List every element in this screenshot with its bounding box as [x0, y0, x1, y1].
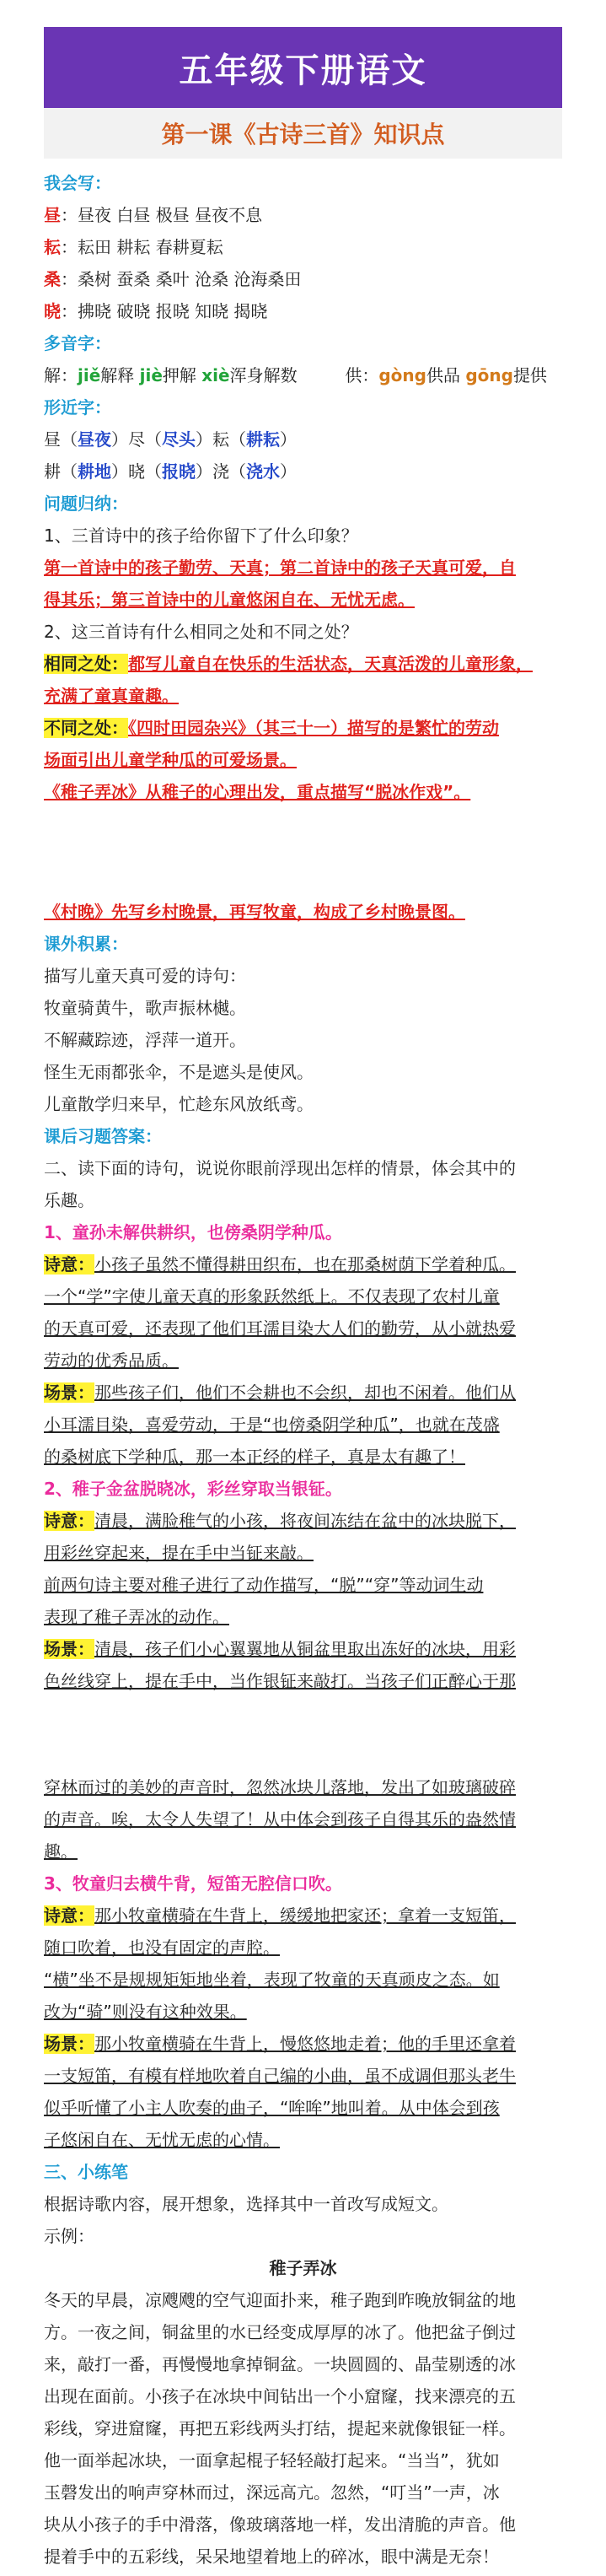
answer-same [44, 648, 562, 680]
text: 那小牧童横骑在牛背上，慢悠悠地走着；他的手里还拿着 [94, 2034, 516, 2054]
text: 的天真可爱，还表现了他们耳濡目染大人们的勤劳，从小就热爱 [44, 1318, 516, 1339]
similar-word: 尽头 [162, 429, 196, 450]
section-heading-write: 我会写： [44, 173, 111, 193]
section-heading-practice: 三、小练笔 [44, 2162, 128, 2182]
text: 清晨，孩子们小心翼翼地从铜盆里取出冻好的冰块，用彩 [94, 1639, 516, 1659]
poly-word: 押解 [162, 365, 202, 385]
text: 清晨，满脸稚气的小孩，将夜间冻结在盆中的冰块脱下， [94, 1511, 516, 1531]
text: 那些孩子们，他们不会耕也不会织，却也不闲着。他们从 [94, 1382, 516, 1403]
essay-line: 方。一夜之间，铜盆里的水已经变成厚厚的冰了。他把盆子倒过 [44, 2322, 516, 2342]
similar-word: 昼夜 [78, 429, 111, 450]
text: 根据诗歌内容，展开想象，选择其中一首改写成短文。 [44, 2194, 448, 2214]
pinyin: xiè [201, 365, 230, 385]
poem-line-1: 1、童孙未解供耕织，也傍桑阴学种瓜。 [44, 1222, 342, 1242]
similar-row [44, 455, 562, 488]
answer-diff [44, 712, 562, 744]
text: 的桑树底下学种瓜，那一本正经的样子，真是太有趣了！ [44, 1447, 465, 1467]
essay-line: 提着手中的五彩线，呆呆地望着地上的碎冰，眼中满是无奈！ [44, 2546, 499, 2567]
text: 用彩丝穿起来，提在手中当钲来敲。 [44, 1543, 314, 1563]
label-scene: 场景： [44, 1639, 94, 1659]
question: 2、这三首诗有什么相同之处和不同之处？ [44, 622, 358, 642]
poly-char: 供： [345, 365, 379, 385]
text: 似乎听懂了小主人吹奏的曲子，“哞哞”地叫着。从中体会到孩 [44, 2098, 500, 2118]
ext-line: 不解藏踪迹，浮萍一道开。 [44, 1030, 246, 1050]
question: 1、三首诗中的孩子给你留下了什么印象？ [44, 525, 358, 546]
label-diff: 不同之处： [44, 718, 128, 738]
pinyin: gōng [465, 365, 513, 385]
text: 前两句诗主要对稚子进行了动作描写，“脱”“穿”等动词生动 [44, 1575, 484, 1595]
poem-line-3: 3、牧童归去横牛背，短笛无腔信口吹。 [44, 1873, 342, 1894]
write-row [44, 263, 562, 295]
answer-line: 《稚子弄冰》从稚子的心理出发，重点描写“脱冰作戏”。 [44, 782, 471, 802]
text: “横”坐不是规规矩矩地坐着，表现了牧童的天真顽皮之态。如 [44, 1970, 500, 1990]
similar-word: 耕耘 [246, 429, 280, 450]
poly-char: 解： [44, 365, 78, 385]
label-meaning: 诗意： [44, 1905, 94, 1926]
answer-line: 场面引出儿童学种瓜的可爱场景。 [44, 750, 297, 770]
poem1-scene [44, 1377, 562, 1409]
pinyin: jiě [78, 365, 101, 385]
similar-text: ）浇（ [196, 461, 246, 482]
write-words: ：昼夜 白昼 极昼 昼夜不息 [61, 205, 263, 225]
page-subtitle: 第一课《古诗三首》知识点 [44, 108, 562, 159]
essay-title: 稚子弄冰 [269, 2258, 337, 2278]
poly-word: 供品 [426, 365, 466, 385]
poly-word: 浑身解数 [229, 365, 298, 385]
section-write [44, 167, 562, 808]
poem-line-2: 2、稚子金盆脱晓冰，彩丝穿取当银钲。 [44, 1479, 342, 1499]
label-meaning: 诗意： [44, 1254, 94, 1275]
essay-line: 他一面举起冰块，一面拿起棍子轻轻敲打起来。“当当”，犹如 [44, 2450, 500, 2471]
similar-text: ）晓（ [111, 461, 162, 482]
text: 劳动的优秀品质。 [44, 1350, 179, 1371]
write-row [44, 295, 562, 327]
text: 小孩子虽然不懂得耕田织布，也在那桑树荫下学着种瓜。 [94, 1254, 516, 1275]
poem2-meaning [44, 1505, 562, 1537]
text: 随口吹着，也没有固定的声腔。 [44, 1937, 280, 1958]
similar-text: 昼（ [44, 429, 78, 450]
text: 改为“骑”则没有这种效果。 [44, 2002, 247, 2022]
similar-text: ）尽（ [111, 429, 162, 450]
page-title: 五年级下册语文 [44, 27, 562, 108]
text: 色丝线穿上，提在手中，当作银钲来敲打。当孩子们正醉心于那 [44, 1671, 516, 1691]
write-words: ：耘田 耕耘 春耕夏耘 [61, 237, 223, 257]
poem3-meaning [44, 1900, 562, 1932]
text: 示例： [44, 2226, 94, 2246]
polyphone-row [44, 359, 562, 391]
answer-line: 《村晚》先写乡村晚景，再写牧童，构成了乡村晚景图。 [44, 902, 465, 922]
essay-line: 来，敲打一番，再慢慢地拿掉铜盆。一块圆圆的、晶莹剔透的冰 [44, 2354, 516, 2374]
similar-word: 浇水 [246, 461, 280, 482]
essay-line: 块从小孩子的手中滑落，像玻璃落地一样，发出清脆的声音。他 [44, 2514, 516, 2535]
poly-word: 解释 [100, 365, 140, 385]
write-char: 耘 [44, 237, 61, 257]
ext-line: 描写儿童天真可爱的诗句： [44, 966, 246, 986]
poly-word: 提供 [512, 365, 547, 385]
text: 那小牧童横骑在牛背上，缓缓地把家还；拿着一支短笛， [94, 1905, 516, 1926]
section-heading-ext: 课外积累： [44, 934, 128, 954]
answer-text: 都写儿童自在快乐的生活状态，天真活泼的儿童形象， [128, 654, 533, 674]
label-scene: 场景： [44, 2034, 94, 2054]
write-row [44, 231, 562, 263]
label-scene: 场景： [44, 1382, 94, 1403]
section-heading-answers: 课后习题答案： [44, 1126, 162, 1146]
similar-word: 报晓 [162, 461, 196, 482]
pinyin: gòng [378, 365, 426, 385]
essay-line: 出现在面前。小孩子在冰块中间钻出一个小窟窿，找来漂亮的五 [44, 2386, 516, 2406]
section-heading-similar: 形近字： [44, 397, 111, 418]
similar-text: ）耘（ [196, 429, 246, 450]
ext-line: 儿童散学归来早，忙趁东风放纸鸢。 [44, 1094, 314, 1114]
similar-text: ） [280, 461, 297, 482]
ext-line: 牧童骑黄牛，歌声振林樾。 [44, 998, 246, 1018]
essay-line: 玉磬发出的响声穿林而过，深远高亢。忽然，“叮当”一声，冰 [44, 2482, 500, 2503]
essay-line: 冬天的早晨，凉飕飕的空气迎面扑来，稚子跑到昨晚放铜盆的地 [44, 2290, 516, 2310]
similar-row [44, 423, 562, 455]
ans-question: 乐趣。 [44, 1190, 94, 1210]
section-answers-cont [44, 1771, 562, 2573]
answer-text: 《四时田园杂兴》（其三十一）描写的是繁忙的劳动 [128, 718, 499, 738]
text: 穿林而过的美妙的声音时，忽然冰块儿落地，发出了如玻璃破碎 [44, 1777, 516, 1797]
write-char: 晓 [44, 301, 61, 321]
section-heading-polyphone: 多音字： [44, 333, 111, 353]
similar-text: ） [280, 429, 297, 450]
answer-line: 得其乐；第三首诗中的儿童悠闲自在、无忧无虑。 [44, 590, 415, 610]
write-row [44, 199, 562, 231]
similar-word: 耕地 [78, 461, 111, 482]
pinyin: jiè [139, 365, 163, 385]
answer-line: 第一首诗中的孩子勤劳、天真；第二首诗中的孩子天真可爱，自 [44, 558, 516, 578]
ans-question: 二、读下面的诗句，说说你眼前浮现出怎样的情景，体会其中的 [44, 1158, 516, 1178]
label-same: 相同之处： [44, 654, 128, 674]
poem1-meaning [44, 1248, 562, 1280]
similar-text: 耕（ [44, 461, 78, 482]
answer-line: 充满了童真童趣。 [44, 686, 179, 706]
text: 一个“学”字使儿童天真的形象跃然纸上。不仅表现了农村儿童 [44, 1286, 500, 1307]
write-words: ：桑树 蚕桑 桑叶 沧桑 沧海桑田 [61, 269, 302, 289]
text: 小耳濡目染，喜爱劳动，于是“也傍桑阴学种瓜”，也就在茂盛 [44, 1415, 500, 1435]
essay-line: 彩线，穿进窟窿，再把五彩线两头打结，提起来就像银钲一样。 [44, 2418, 516, 2439]
text: 一支短笛，有模有样地吹着自己编的小曲，虽不成调但那头老牛 [44, 2066, 516, 2086]
text: 趣。 [44, 1841, 78, 1862]
write-char: 桑 [44, 269, 61, 289]
text: 的声音。唉，太令人失望了！从中体会到孩子自得其乐的盎然情 [44, 1809, 516, 1830]
ext-line: 怪生无雨都张伞，不是遮头是使风。 [44, 1062, 314, 1082]
text: 表现了稚子弄冰的动作。 [44, 1607, 229, 1627]
poem3-scene [44, 2028, 562, 2060]
write-char: 昼 [44, 205, 61, 225]
label-meaning: 诗意： [44, 1511, 94, 1531]
section-ext [44, 896, 562, 1697]
section-heading-qa: 问题归纳： [44, 493, 128, 514]
text: 子悠闲自在、无忧无虑的心情。 [44, 2130, 280, 2150]
poem2-scene [44, 1633, 562, 1665]
write-words: ：拂晓 破晓 报晓 知晓 揭晓 [61, 301, 268, 321]
